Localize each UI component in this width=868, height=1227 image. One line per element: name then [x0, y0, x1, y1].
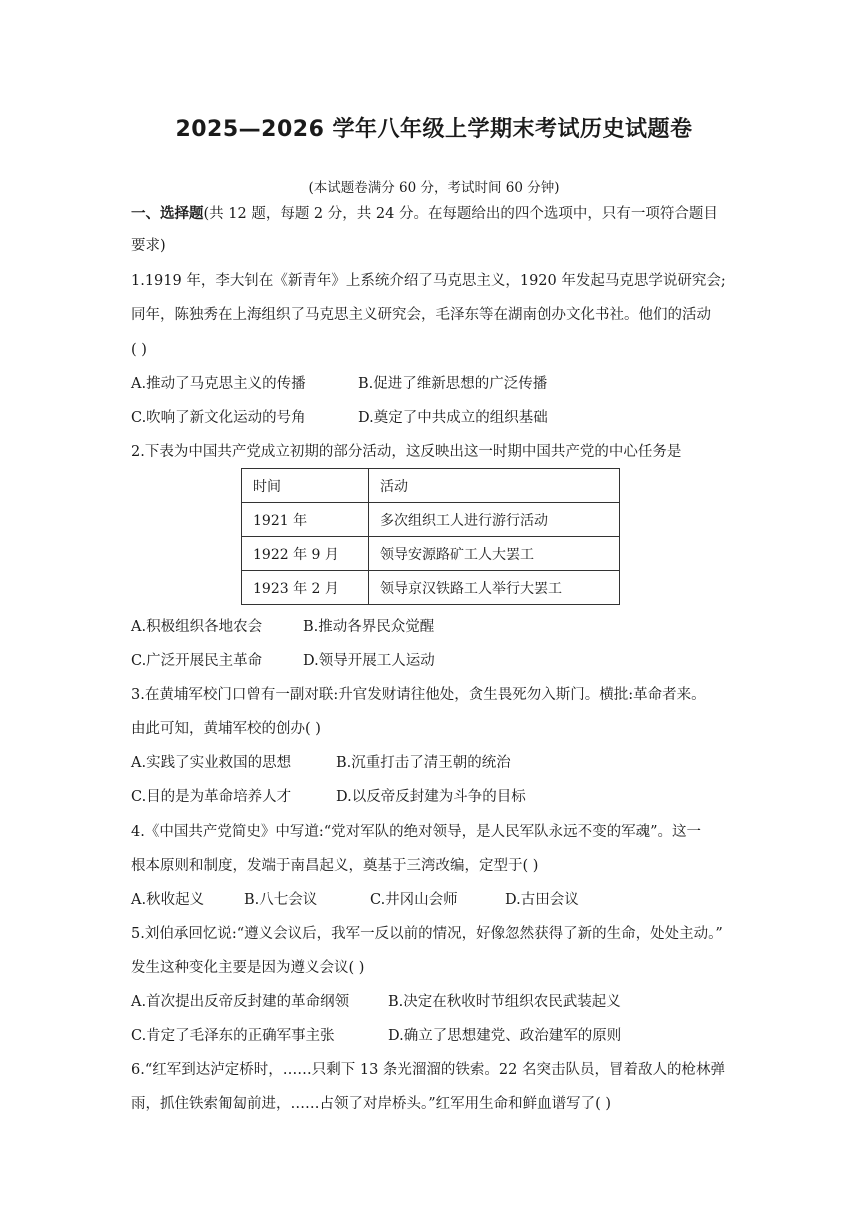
question-4-line-1: 4.《中国共产党简史》中写道:“党对军队的绝对领导，是人民军队永远不变的军魂”。这一	[131, 824, 702, 840]
question-4-option-b[interactable]: B.八七会议	[244, 892, 318, 908]
question-5-line-1: 5.刘伯承回忆说:“遵义会议后，我军一反以前的情况，好像忽然获得了新的生命，处处主动。”	[131, 926, 723, 942]
question-4-option-c[interactable]: C.井冈山会师	[370, 892, 458, 908]
question-1-blank: ( )	[131, 342, 147, 358]
table-row	[242, 537, 620, 571]
question-5-option-a[interactable]: A.首次提出反帝反封建的革命纲领	[131, 994, 350, 1010]
question-4-option-a[interactable]: A.秋收起义	[131, 892, 205, 908]
activities-table	[241, 468, 620, 605]
question-1-option-b[interactable]: B.促进了维新思想的广泛传播	[358, 376, 548, 392]
section-instructions: (共 12 题，每题 2 分，共 24 分。在每题给出的四个选项中，只有一项符合题目	[203, 206, 718, 222]
question-2-line-1: 2.下表为中国共产党成立初期的部分活动，这反映出这一时期中国共产党的中心任务是	[131, 444, 682, 460]
table-row	[242, 503, 620, 537]
table-cell: 多次组织工人进行游行活动	[369, 503, 620, 537]
table-header-row	[242, 469, 620, 503]
table-cell: 1921 年	[242, 503, 369, 537]
section-heading	[131, 204, 741, 224]
question-1-line-1: 1.1919 年，李大钊在《新青年》上系统介绍了马克思主义，1920 年发起马克思学说研究会;	[131, 273, 726, 289]
table-cell: 1923 年 2 月	[242, 571, 369, 605]
question-6-line-2: 雨，抓住铁索匍匐前进，……占领了对岸桥头。”红军用生命和鲜血谱写了( )	[131, 1096, 612, 1112]
question-2-option-c[interactable]: C.广泛开展民主革命	[131, 653, 263, 669]
question-6-line-1: 6.“红军到达泸定桥时，……只剩下 13 条光溜溜的铁索。22 名突击队员，冒着敌人的枪林弹	[131, 1062, 725, 1078]
question-2-option-b[interactable]: B.推动各界民众觉醒	[303, 619, 435, 635]
question-4-option-d[interactable]: D.古田会议	[505, 892, 579, 908]
question-5-option-c[interactable]: C.肯定了毛泽东的正确军事主张	[131, 1028, 335, 1044]
section-title: 一、选择题	[131, 205, 204, 222]
question-5-option-d[interactable]: D.确立了思想建党、政治建军的原则	[388, 1028, 622, 1044]
question-4-line-2: 根本原则和制度，发端于南昌起义，奠基于三湾改编，定型于( )	[131, 858, 539, 874]
question-3-line-2: 由此可知，黄埔军校的创办( )	[131, 721, 321, 737]
question-2-option-a[interactable]: A.积极组织各地农会	[131, 619, 263, 635]
question-3-option-d[interactable]: D.以反帝反封建为斗争的目标	[336, 789, 526, 805]
exam-subtitle: (本试题卷满分 60 分，考试时间 60 分钟)	[308, 180, 560, 196]
table-row	[242, 571, 620, 605]
question-3-option-b[interactable]: B.沉重打击了清王朝的统治	[336, 755, 511, 771]
table-cell: 领导京汉铁路工人举行大罢工	[369, 571, 620, 605]
question-1-line-2: 同年，陈独秀在上海组织了马克思主义研究会，毛泽东等在湖南创办文化书社。他们的活动	[131, 307, 711, 323]
table-header-cell: 时间	[242, 469, 369, 503]
question-3-option-c[interactable]: C.目的是为革命培养人才	[131, 789, 292, 805]
question-5-line-2: 发生这种变化主要是因为遵义会议( )	[131, 960, 365, 976]
table-cell: 领导安源路矿工人大罢工	[369, 537, 620, 571]
table-header-cell: 活动	[369, 469, 620, 503]
section-instructions-cont: 要求)	[131, 238, 166, 254]
question-5-option-b[interactable]: B.决定在秋收时节组织农民武装起义	[388, 994, 621, 1010]
table-cell: 1922 年 9 月	[242, 537, 369, 571]
question-1-option-c[interactable]: C.吹响了新文化运动的号角	[131, 410, 306, 426]
question-2-option-d[interactable]: D.领导开展工人运动	[303, 653, 435, 669]
question-3-line-1: 3.在黄埔军校门口曾有一副对联:升官发财请往他处，贪生畏死勿入斯门。横批:革命者来。	[131, 687, 706, 703]
question-1-option-d[interactable]: D.奠定了中共成立的组织基础	[358, 410, 548, 426]
question-1-option-a[interactable]: A.推动了马克思主义的传播	[131, 376, 306, 392]
exam-title: 2025—2026 学年八年级上学期末考试历史试题卷	[175, 117, 693, 142]
question-3-option-a[interactable]: A.实践了实业救国的思想	[131, 755, 292, 771]
